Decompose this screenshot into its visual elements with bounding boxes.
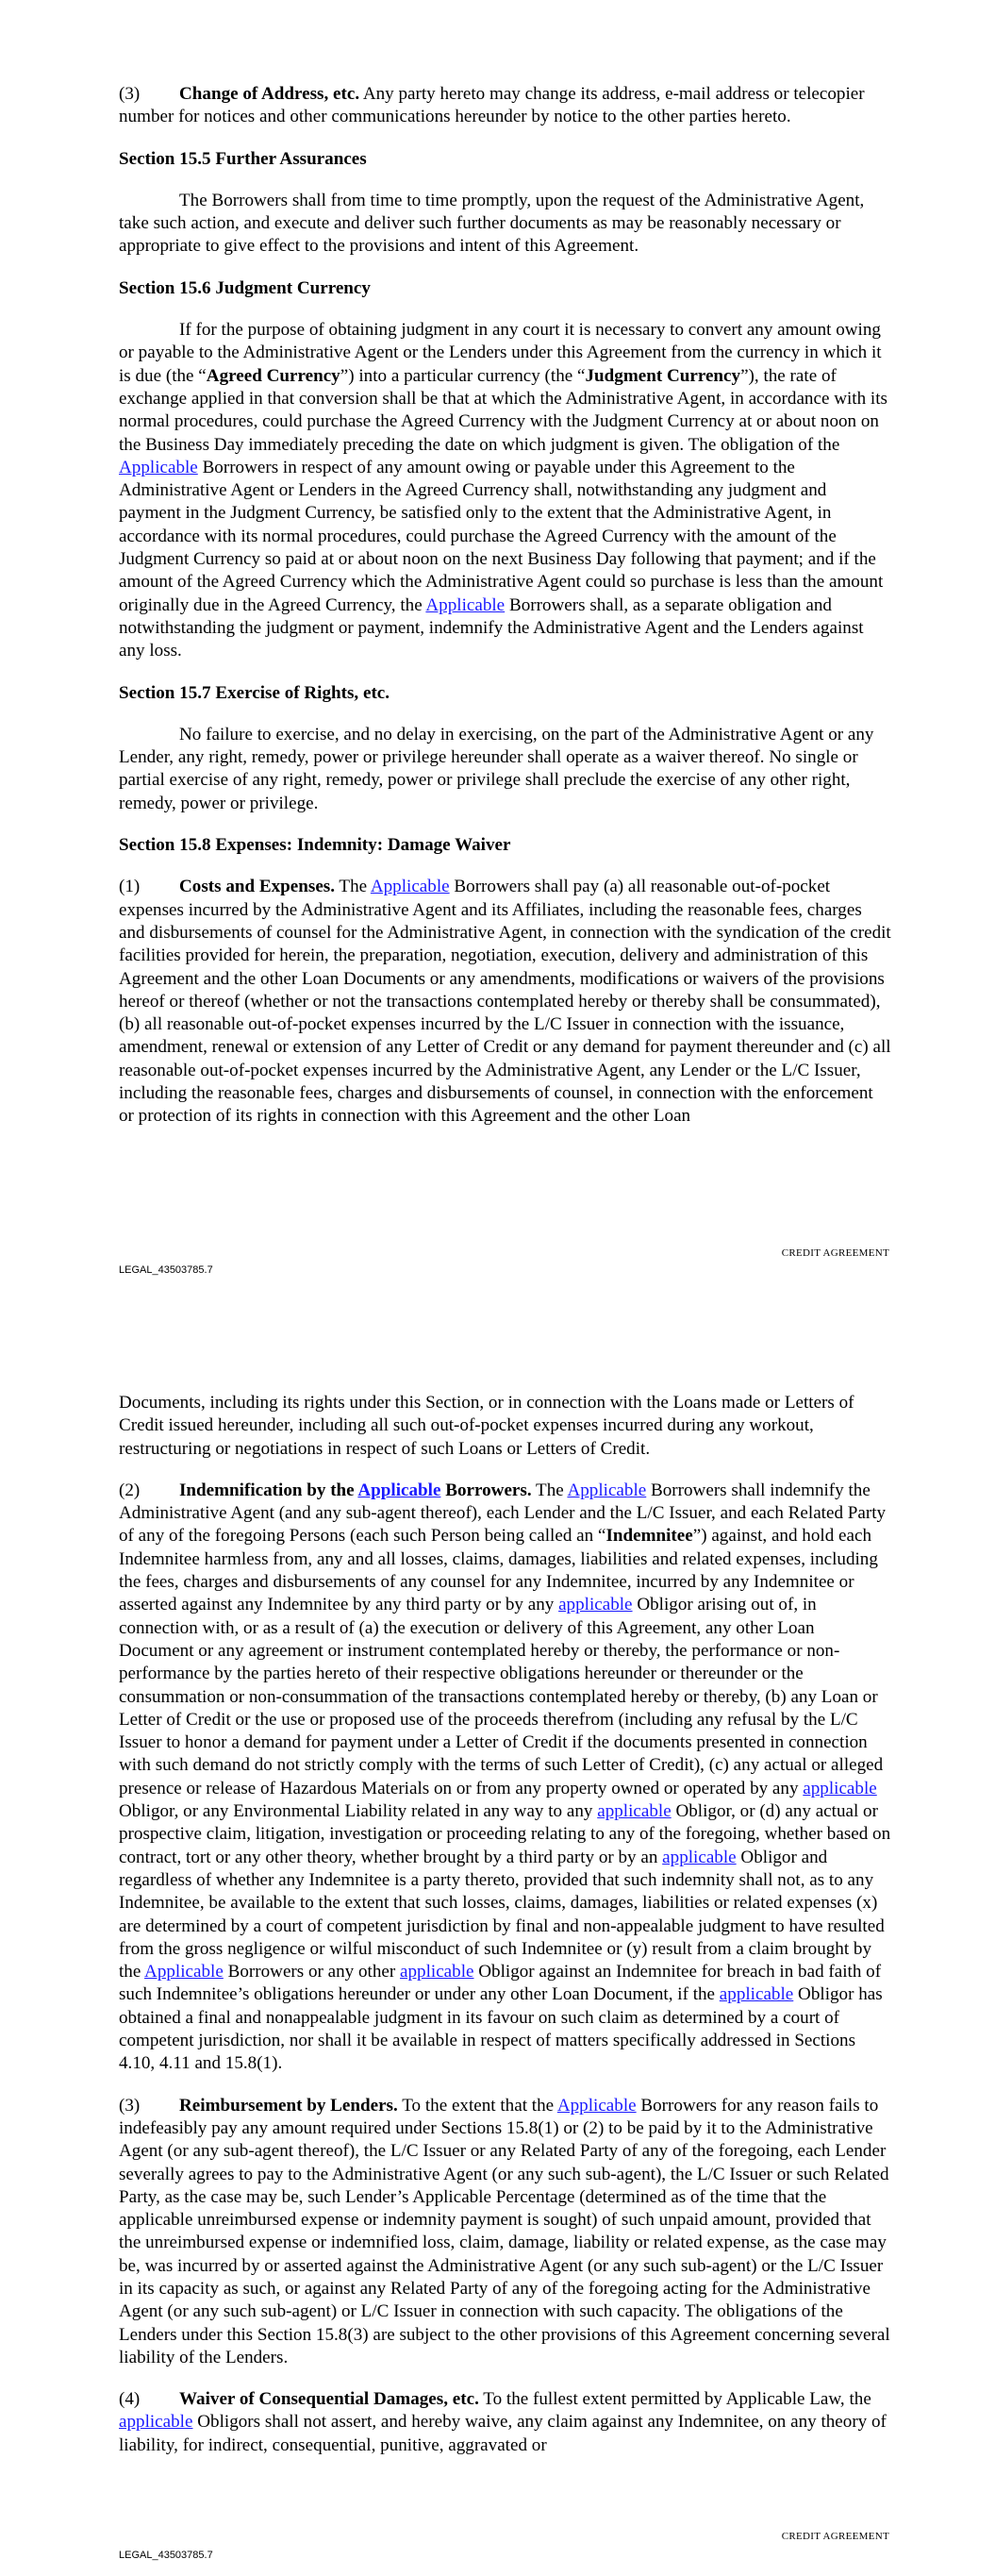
text-run: Obligor has obtained a final and nonappealable judgment in its favour on such claim as determined by a court of competent jurisdiction, nor shall it be available in respect of matters specifically addressed in Sections 4.10, 4.11 and 15.8(1). <box>119 1984 883 2074</box>
section-15-5-text: The Borrowers shall from time to time promptly, upon the request of the Administrative Agent, take such action, and execute and deliver such further documents as may be reasonably necessary or appropriate to give effect to the provisions and intent of this Agreement. <box>119 190 865 257</box>
section-15-6-title: Section 15.6 Judgment Currency <box>119 277 371 298</box>
applicable-link[interactable]: applicable <box>662 1847 737 1867</box>
clause-number: (4) <box>119 2389 141 2410</box>
indemnification-paragraph <box>119 1480 892 2076</box>
applicable-link[interactable]: applicable <box>597 1801 672 1822</box>
text-run: If for the purpose of obtaining judgment in any court it is necessary to convert any amount owing or payable to the Administrative Agent or the Lenders under this Agreement from the currency in which it is due (the “ <box>119 320 882 386</box>
text-run: Borrowers shall, as a separate obligation and notwithstanding the judgment or payment, indemnify the Administrative Agent and the Lenders against any loss. <box>119 594 864 661</box>
applicable-link[interactable]: applicable <box>803 1778 877 1798</box>
clause-heading: Change of Address, etc. <box>179 84 360 104</box>
clause-heading: Reimbursement by Lenders. <box>179 2095 398 2116</box>
text-run: Borrowers or any other <box>227 1962 401 1982</box>
waiver-paragraph <box>119 2388 892 2457</box>
clause-heading: Borrowers. <box>445 1480 532 1500</box>
clause-number: (3) <box>119 84 141 104</box>
applicable-link[interactable]: applicable <box>558 1595 633 1615</box>
text-run: To the extent that the <box>397 2095 557 2116</box>
page-2-body <box>119 1392 892 2476</box>
text-run: ”), the rate of exchange applied in that conversion shall be that at which the Administrative Agent, in accordance with its normal procedures, could purchase the Agreed Currency with the Judgment Currency at or about noon on the Business Day immediately preceding the date on which judgment is given. The obligation of the <box>119 365 887 455</box>
section-15-7-title: Section 15.7 Exercise of Rights, etc. <box>119 682 390 703</box>
text-run: ”) into a particular currency (the “ <box>340 365 586 386</box>
defined-term: Judgment Currency <box>585 365 741 386</box>
document-page-2 <box>0 1293 995 2576</box>
applicable-link[interactable]: applicable <box>719 1984 794 2005</box>
text-run: ”) against, and hold each Indemnitee harmless from, any and all losses, claims, damages, liabilities and related expenses, including the fees, charges and disbursements of any counsel for any Indemnitee, incurred by any Indemnitee or asserted against any Indemnitee by any third party or by any <box>119 1526 878 1615</box>
text-run: Obligors shall not assert, and hereby waive, any claim against any Indemnitee, on any theory of liability, for indirect, consequential, punitive, aggravated or <box>119 2412 887 2455</box>
text-run: Obligor and regardless of whether any Indemnitee is a party thereto, provided that such indemnity shall not, as to any Indemnitee, be available to the extent that such losses, claims, damages, liabilities or related expenses (x) are determined by a court of competent jurisdiction by final and non-appealable judgment to have resulted from the gross negligence or wilful misconduct of such Indemnitee or (y) result from a claim brought by the <box>119 1847 885 1982</box>
clause-heading: Waiver of Consequential Damages, etc. <box>179 2389 479 2410</box>
applicable-link[interactable]: Applicable <box>370 877 450 897</box>
text-run: To the fullest extent permitted by Applicable Law, the <box>478 2389 871 2410</box>
footer-doc-id: LEGAL_43503785.7 <box>119 1264 213 1276</box>
defined-term: Indemnitee <box>605 1526 693 1547</box>
text-run: Obligor against an Indemnitee for breach in bad faith of such Indemnitee’s obligations hereunder or under any other Loan Document, if the <box>119 1962 882 2005</box>
text-run: The <box>335 877 371 897</box>
section-15-6-text <box>119 319 892 662</box>
footer-title: CREDIT AGREEMENT <box>781 1247 889 1259</box>
text-run: Borrowers for any reason fails to indefeasibly pay any amount required under Sections 15.8(1) or (2) to be paid by it to the Administrative Agent (or any sub-agent thereof), the L/C Issuer or any Related Party of any of the foregoing, each Lender severally agrees to pay to the Administrative Agent (or any such sub-agent), the L/C Issuer or such Related Party, as the case may be, such Lender’s Applicable Percentage (determined as of the time that the applicable unreimbursed expense or indemnity payment is sought) of such unpaid amount, provided that the unreimbursed expense or indemnified loss, claim, damage, liability or related expense, as the case may be, was incurred by or asserted against the Administrative Agent (or any such sub-agent) or the L/C Issuer in its capacity as such, or against any Related Party of any of the foregoing acting for the Administrative Agent (or any such sub-agent) or L/C Issuer in connection with such capacity. The obligations of the Lenders under this Section 15.8(3) are subject to the other provisions of this Agreement concerning several liability of the Lenders. <box>119 2095 890 2367</box>
page-1-body <box>119 83 892 1147</box>
defined-term: Agreed Currency <box>206 365 340 386</box>
text-run: Borrowers shall pay (a) all reasonable out-of-pocket expenses incurred by the Administrative Agent and its Affiliates, including the reasonable fees, charges and disbursements of counsel for the Administrative Agent, in connection with the syndication of the credit facilities provided for herein, the preparation, negotiation, execution, delivery and administration of this Agreement and the other Loan Documents or any amendments, modifications or waivers of the provisions hereof or thereof (whether or not the transactions contemplated hereby or thereby shall be consummated), (b) all reasonable out-of-pocket expenses incurred by the L/C Issuer in connection with the issuance, amendment, renewal or extension of any Letter of Credit or any demand for payment thereunder and (c) all reasonable out-of-pocket expenses incurred by the Administrative Agent, any Lender or the L/C Issuer, including the reasonable fees, charges and disbursements of counsel, in connection with the enforcement or protection of its rights in connection with this Agreement and the other Loan <box>119 877 891 1127</box>
applicable-link[interactable]: Applicable <box>357 1480 441 1500</box>
applicable-link[interactable]: Applicable <box>119 457 198 477</box>
continued-paragraph: Documents, including its rights under this Section, or in connection with the Loans made or Letters of Credit issued hereunder, including all such out-of-pocket expenses incurred during any workout, restructuring or negotiations in respect of such Loans or Letters of Credit. <box>119 1393 854 1459</box>
clause-number: (1) <box>119 877 141 897</box>
applicable-link[interactable]: applicable <box>119 2412 193 2433</box>
text-run: Obligor arising out of, in connection with, or as a result of (a) the execution or delivery of this Agreement, any other Loan Document or any agreement or instrument contemplated hereby or thereby, the performance or non-performance by the parties hereto of their respective obligations hereunder or thereunder or the consummation or non-consummation of the transactions contemplated hereby or thereby, (b) any Loan or Letter of Credit or the use or proposed use of the proceeds therefrom (including any refusal by the L/C Issuer to honor a demand for payment under a Letter of Credit if the documents presented in connection with such demand do not strictly comply with the terms of such Letter of Credit), (c) any actual or alleged presence or release of Hazardous Materials on or from any property owned or operated by any <box>119 1595 884 1798</box>
clause-heading: Indemnification by the <box>179 1480 358 1500</box>
costs-and-expenses-paragraph <box>119 876 892 1128</box>
section-15-7-text: No failure to exercise, and no delay in exercising, on the part of the Administrative Agent or any Lender, any right, remedy, power or privilege hereunder shall operate as a waiver thereof. No single or partial exercise of any right, remedy, power or privilege shall preclude the exercise of any other right, remedy, power or privilege. <box>119 724 874 813</box>
clause-number: (3) <box>119 2095 141 2116</box>
applicable-link[interactable]: Applicable <box>425 594 506 615</box>
applicable-link[interactable]: Applicable <box>567 1480 647 1500</box>
text-run: Obligor, or any Environmental Liability related in any way to any <box>119 1801 598 1822</box>
applicable-link[interactable]: Applicable <box>556 2095 637 2116</box>
text-run: Obligor, or (d) any actual or prospective claim, litigation, investigation or proceeding relating to any of the foregoing, whether based on contract, tort or any other theory, whether brought by a third party or by an <box>119 1801 891 1867</box>
section-15-8-title: Section 15.8 Expenses: Indemnity: Damage Waiver <box>119 835 511 856</box>
text-run: Borrowers shall indemnify the Administrative Agent (and any sub-agent thereof), each Lender and the L/C Issuer, and each Related Party of any of the foregoing Persons (each such Person being called an “ <box>119 1480 887 1547</box>
clause-text: Any party hereto may change its address, e-mail address or telecopier number for notices and other communications hereunder by notice to the other parties hereto. <box>119 84 865 127</box>
text-run: Borrowers in respect of any amount owing or payable under this Agreement to the Administrative Agent or Lenders in the Agreed Currency shall, notwithstanding any judgment and payment in the Judgment Currency, be satisfied only to the extent that the Administrative Agent, in accordance with its normal procedures, could purchase the Agreed Currency with the amount of the Judgment Currency so paid at or about noon on the next Business Day following that payment; and if the amount of the Agreed Currency which the Administrative Agent could so purchase is less than the amount originally due in the Agreed Currency, the <box>119 457 884 615</box>
clause-heading: Costs and Expenses. <box>179 877 335 897</box>
clause-number: (2) <box>119 1480 141 1500</box>
text-run: The <box>531 1480 568 1500</box>
applicable-link[interactable]: Applicable <box>144 1962 224 1982</box>
footer-doc-id: LEGAL_43503785.7 <box>119 2550 213 2561</box>
applicable-link[interactable]: applicable <box>400 1962 474 1982</box>
section-15-5-title: Section 15.5 Further Assurances <box>119 148 367 169</box>
footer-title: CREDIT AGREEMENT <box>781 2531 889 2542</box>
reimbursement-paragraph <box>119 2095 892 2370</box>
change-of-address-paragraph <box>119 83 892 129</box>
